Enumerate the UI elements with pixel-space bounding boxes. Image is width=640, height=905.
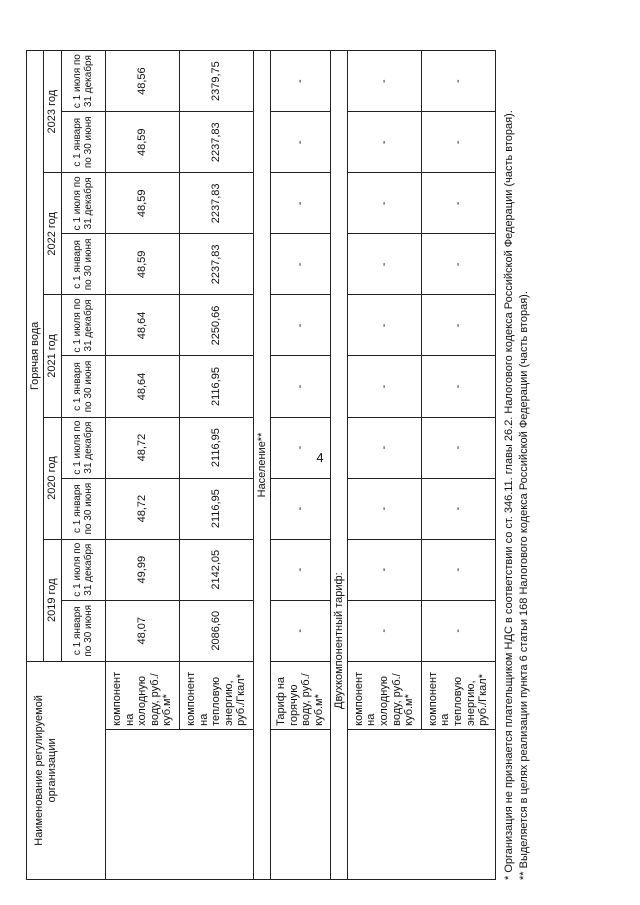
year-header: 2022 год <box>44 173 61 295</box>
value-cell: - <box>421 51 495 112</box>
year-header: 2019 год <box>44 539 61 661</box>
value-cell: - <box>271 234 331 295</box>
period-header: с 1 января по 30 июня <box>61 356 105 417</box>
value-cell: - <box>271 112 331 173</box>
value-cell: 48,59 <box>105 234 179 295</box>
value-cell: - <box>347 600 421 661</box>
value-cell: 48,56 <box>105 51 179 112</box>
year-header: 2023 год <box>44 51 61 173</box>
value-cell: - <box>421 356 495 417</box>
tariff-table-wrap <box>26 50 496 880</box>
page-number: 4 <box>316 450 324 465</box>
period-header: с 1 января по 30 июня <box>61 112 105 173</box>
value-cell: 2237,83 <box>179 173 253 234</box>
row-label: компонент на тепловую энергию, руб./Гкал* <box>179 661 253 729</box>
org-header: Наименование регулируемой организации <box>27 661 106 879</box>
value-cell: 2116,95 <box>179 417 253 478</box>
value-cell: - <box>347 295 421 356</box>
header-row-group <box>27 51 44 880</box>
period-header: с 1 января по 30 июня <box>61 478 105 539</box>
value-cell: - <box>421 112 495 173</box>
value-cell: - <box>347 234 421 295</box>
value-cell: 48,07 <box>105 600 179 661</box>
value-cell: 2116,95 <box>179 478 253 539</box>
value-cell: - <box>271 295 331 356</box>
period-header: с 1 января по 30 июня <box>61 600 105 661</box>
section-population-label: Население** <box>254 51 271 880</box>
table-row <box>347 51 421 880</box>
value-cell: - <box>271 417 331 478</box>
value-cell: - <box>347 51 421 112</box>
value-cell: - <box>421 539 495 600</box>
value-cell: 2379,75 <box>179 51 253 112</box>
value-cell: - <box>421 600 495 661</box>
tariff-table <box>26 50 496 880</box>
value-cell: - <box>421 478 495 539</box>
value-cell: 48,72 <box>105 478 179 539</box>
value-cell: - <box>271 478 331 539</box>
value-cell: 2237,83 <box>179 112 253 173</box>
value-cell: - <box>421 417 495 478</box>
period-header: с 1 июля по 31 декабря <box>61 539 105 600</box>
year-header: 2020 год <box>44 417 61 539</box>
row-label: компонент на холодную воду, руб./куб.м* <box>347 661 421 729</box>
year-header: 2021 год <box>44 295 61 417</box>
value-cell: 2086,60 <box>179 600 253 661</box>
period-header: с 1 июля по 31 декабря <box>61 417 105 478</box>
value-cell: - <box>347 478 421 539</box>
row-label: компонент на холодную воду, руб./куб.м* <box>105 661 179 729</box>
value-cell: 48,64 <box>105 295 179 356</box>
row-label: компонент на тепловую энергию, руб./Гкал* <box>421 661 495 729</box>
row-label: Тариф на горячую воду, руб./куб.м* <box>271 661 331 729</box>
value-cell: 48,59 <box>105 173 179 234</box>
table-row <box>271 51 331 880</box>
period-header: с 1 июля по 31 декабря <box>61 173 105 234</box>
period-header: с 1 января по 30 июня <box>61 234 105 295</box>
value-cell: - <box>347 173 421 234</box>
value-cell: 48,72 <box>105 417 179 478</box>
value-cell: - <box>347 356 421 417</box>
value-cell: 2142,05 <box>179 539 253 600</box>
value-cell: - <box>271 51 331 112</box>
value-cell: - <box>271 173 331 234</box>
value-cell: 2237,83 <box>179 234 253 295</box>
value-cell: - <box>271 600 331 661</box>
footnotes <box>502 50 532 880</box>
value-cell: 48,59 <box>105 112 179 173</box>
value-cell: 2250,66 <box>179 295 253 356</box>
period-header: с 1 июля по 31 декабря <box>61 51 105 112</box>
value-cell: - <box>271 539 331 600</box>
value-cell: - <box>421 295 495 356</box>
org-name-cell <box>105 729 253 879</box>
footnote-nds: * Организация не признается плательщиком НДС в соответствии со ст. 346.11. главы 26.2. Налогового кодекса Российской Федерации (часть вторая). <box>503 110 515 880</box>
value-cell: - <box>347 112 421 173</box>
section-two-component-label: Двухкомпонентный тариф: <box>330 51 347 880</box>
value-cell: - <box>421 234 495 295</box>
value-cell: 2116,95 <box>179 356 253 417</box>
value-cell: 49,99 <box>105 539 179 600</box>
period-header: с 1 июля по 31 декабря <box>61 295 105 356</box>
section-row-two-component <box>330 51 347 880</box>
value-cell: - <box>347 417 421 478</box>
table-row <box>105 51 179 880</box>
section-row-population <box>254 51 271 880</box>
org-name-cell <box>271 729 331 879</box>
value-cell: 48,64 <box>105 356 179 417</box>
value-cell: - <box>421 173 495 234</box>
value-cell: - <box>347 539 421 600</box>
footnote-population: ** Выделяется в целях реализации пункта 6 статьи 168 Налогового кодекса Российской Федерации (часть вторая). <box>517 291 530 880</box>
value-cell: - <box>271 356 331 417</box>
org-name-cell <box>347 729 495 879</box>
group-header: Горячая вода <box>27 51 44 662</box>
rotated-landscape-content <box>26 50 586 880</box>
